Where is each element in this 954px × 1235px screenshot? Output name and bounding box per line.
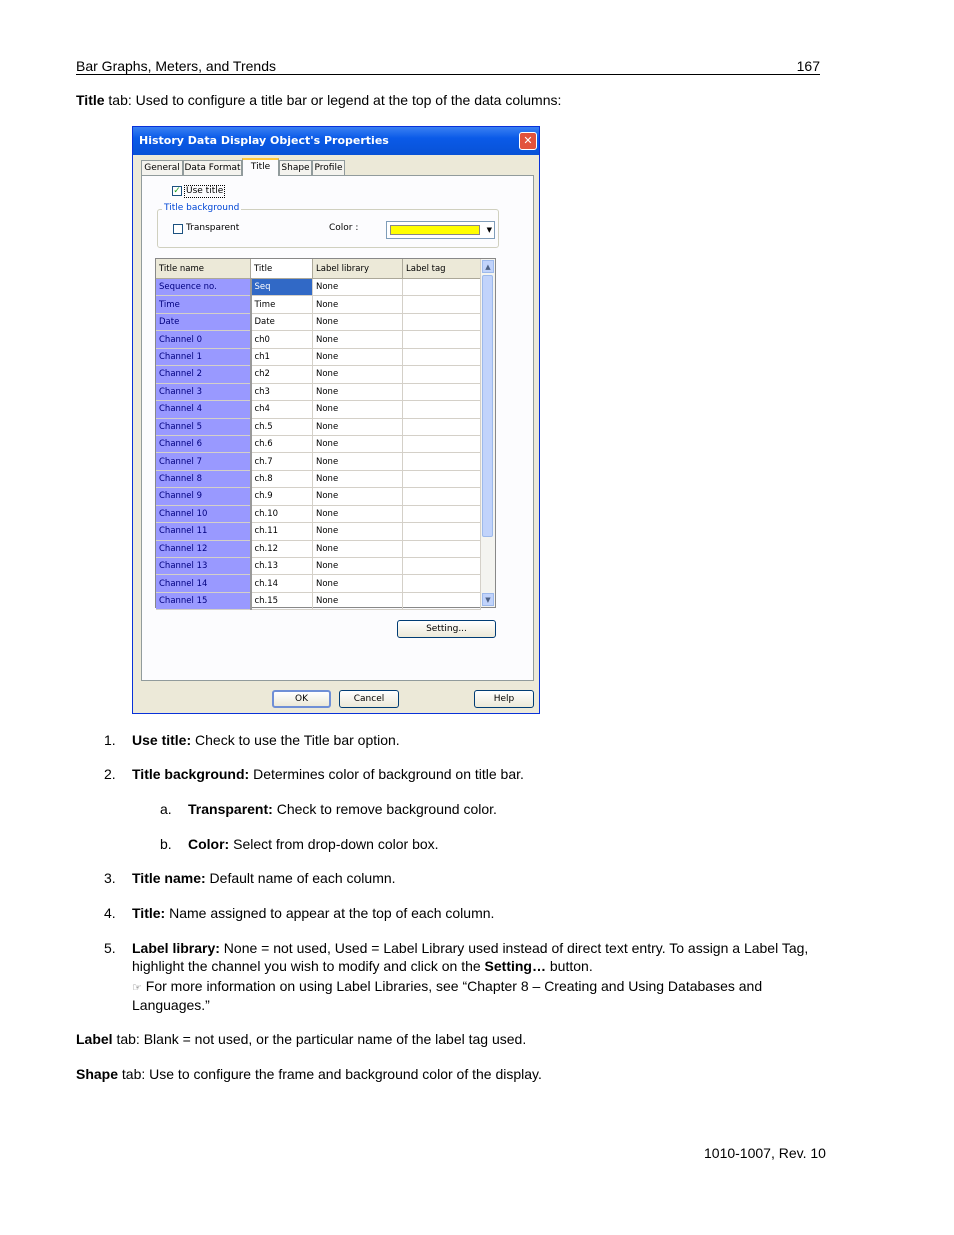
table-row[interactable]	[156, 366, 481, 383]
cell-title-name[interactable]: Channel 6	[156, 435, 251, 452]
scroll-down-icon[interactable]: ▼	[482, 593, 494, 606]
list-desc: Select from drop-down color box.	[229, 836, 439, 852]
cell-title-name[interactable]: Date	[156, 313, 251, 330]
title-table	[156, 259, 481, 610]
col-header-label-tag[interactable]: Label tag	[403, 259, 481, 279]
list-term: Label library:	[132, 940, 220, 956]
cell-title-name[interactable]: Channel 12	[156, 540, 251, 557]
list-desc-3: button.	[546, 958, 593, 974]
col-header-title-name[interactable]: Title name	[156, 259, 251, 279]
properties-dialog	[132, 126, 540, 714]
table-row[interactable]	[156, 401, 481, 418]
cell-label-tag[interactable]	[403, 592, 481, 609]
table-row[interactable]	[156, 470, 481, 487]
list-desc: Check to use the Title bar option.	[191, 732, 400, 748]
cell-label-tag[interactable]	[403, 401, 481, 418]
cell-label-tag[interactable]	[403, 279, 481, 296]
cancel-button[interactable]: Cancel	[339, 690, 399, 708]
tab-data-format[interactable]: Data Format	[183, 160, 242, 175]
cell-title[interactable]: ch.12	[251, 540, 313, 557]
cell-label-library[interactable]: None	[313, 558, 403, 575]
title-tab-panel	[141, 175, 534, 681]
shape-bold: Shape	[76, 1066, 119, 1082]
use-title-label: Use title	[186, 186, 224, 196]
use-title-checkbox[interactable]: ✓	[173, 186, 181, 196]
list-desc: Name assigned to appear at the top of each column.	[165, 905, 495, 921]
list-desc: Determines color of background on title bar.	[249, 766, 524, 782]
cell-label-tag[interactable]	[403, 383, 481, 400]
scroll-thumb[interactable]	[482, 275, 493, 537]
cell-label-library[interactable]: None	[313, 296, 403, 313]
cell-label-library[interactable]: None	[313, 383, 403, 400]
cell-label-tag[interactable]	[403, 505, 481, 522]
tab-profile[interactable]: Profile	[312, 160, 345, 175]
cell-title[interactable]: ch.11	[251, 523, 313, 540]
cell-title[interactable]: ch3	[251, 383, 313, 400]
tab-title[interactable]: Title	[242, 158, 279, 176]
cell-title[interactable]: ch4	[251, 401, 313, 418]
cell-label-tag[interactable]	[403, 366, 481, 383]
title-background-group	[157, 203, 499, 248]
cell-label-tag[interactable]	[403, 348, 481, 365]
col-header-label-library[interactable]: Label library	[313, 259, 403, 279]
footer-doc-number: 1010-1007, Rev. 10	[704, 1145, 826, 1161]
cell-label-library[interactable]: None	[313, 488, 403, 505]
table-row[interactable]	[156, 331, 481, 348]
cell-label-tag[interactable]	[403, 470, 481, 487]
shape-text: tab: Use to configure the frame and background color of the display.	[118, 1066, 542, 1082]
transparent-label: Transparent	[186, 223, 240, 233]
cell-title[interactable]: ch.14	[251, 575, 313, 592]
cell-title[interactable]: Time	[251, 296, 313, 313]
tab-shape[interactable]: Shape	[279, 160, 312, 175]
note-text: For more information on using Label Libraries, see “Chapter 8 – Creating and Using Databases and	[141, 978, 763, 994]
list-desc: Check to remove background color.	[272, 801, 497, 817]
transparent-checkbox[interactable]	[173, 224, 183, 234]
dialog-titlebar[interactable]	[133, 127, 539, 155]
cell-label-library[interactable]: None	[313, 331, 403, 348]
cell-title[interactable]: ch0	[251, 331, 313, 348]
cell-title[interactable]: Seq	[251, 279, 313, 296]
table-row[interactable]	[156, 523, 481, 540]
cell-title-name[interactable]: Channel 8	[156, 470, 251, 487]
intro-bold: Title	[76, 92, 105, 108]
table-row[interactable]	[156, 435, 481, 452]
ok-button[interactable]: OK	[272, 690, 331, 708]
color-label: Color :	[329, 223, 359, 233]
label-text: tab: Blank = not used, or the particular name of the label tag used.	[112, 1031, 527, 1047]
cell-title-name[interactable]: Channel 9	[156, 488, 251, 505]
cell-label-tag[interactable]	[403, 540, 481, 557]
table-row[interactable]	[156, 453, 481, 470]
cell-title-name[interactable]: Channel 7	[156, 453, 251, 470]
note-text-2: Languages.”	[132, 997, 210, 1013]
cell-title-name[interactable]: Channel 0	[156, 331, 251, 348]
list-desc: None = not used, Used = Label Library used instead of direct text entry. To assign a Label Tag,	[219, 940, 809, 956]
note-icon: ☞	[132, 982, 142, 994]
cell-label-tag[interactable]	[403, 418, 481, 435]
cell-label-tag[interactable]	[403, 523, 481, 540]
label-tab-paragraph	[76, 1030, 526, 1048]
cell-title-name[interactable]: Sequence no.	[156, 279, 251, 296]
cell-label-library[interactable]: None	[313, 453, 403, 470]
cell-title[interactable]: ch.15	[251, 592, 313, 609]
table-row[interactable]	[156, 296, 481, 313]
label-bold: Label	[76, 1031, 113, 1047]
cell-label-tag[interactable]	[403, 575, 481, 592]
table-row[interactable]	[156, 505, 481, 522]
table-row[interactable]	[156, 488, 481, 505]
close-icon[interactable]: ✕	[519, 132, 537, 150]
list-desc: Default name of each column.	[205, 870, 396, 886]
table-row[interactable]	[156, 575, 481, 592]
cell-label-library[interactable]: None	[313, 575, 403, 592]
cell-title-name[interactable]: Channel 4	[156, 401, 251, 418]
cell-label-library[interactable]: None	[313, 401, 403, 418]
table-row[interactable]	[156, 592, 481, 609]
cell-title-name[interactable]: Channel 14	[156, 575, 251, 592]
scroll-up-icon[interactable]: ▲	[482, 260, 494, 273]
cell-title-name[interactable]: Channel 3	[156, 383, 251, 400]
cell-label-library[interactable]: None	[313, 523, 403, 540]
table-row[interactable]	[156, 558, 481, 575]
table-row[interactable]	[156, 383, 481, 400]
cell-title[interactable]: ch.8	[251, 470, 313, 487]
cell-label-tag[interactable]	[403, 331, 481, 348]
page-header	[76, 58, 820, 75]
cell-label-library[interactable]: None	[313, 435, 403, 452]
cell-label-library[interactable]: None	[313, 540, 403, 557]
list-term: Use title:	[132, 732, 192, 748]
list-term: Title:	[132, 905, 166, 921]
list-term: Title name:	[132, 870, 206, 886]
tab-general[interactable]: General	[141, 160, 183, 175]
list-number: 1.	[104, 732, 116, 748]
cell-title[interactable]: ch.6	[251, 435, 313, 452]
cell-title[interactable]: ch.7	[251, 453, 313, 470]
cell-label-library[interactable]: None	[313, 418, 403, 435]
table-row[interactable]	[156, 418, 481, 435]
cell-label-tag[interactable]	[403, 435, 481, 452]
list-number: 4.	[104, 905, 116, 921]
intro-paragraph	[76, 91, 561, 109]
chevron-down-icon: ▼	[486, 226, 492, 234]
cell-title[interactable]: ch.13	[251, 558, 313, 575]
cell-title[interactable]: ch.9	[251, 488, 313, 505]
cell-label-library[interactable]: None	[313, 592, 403, 609]
list-term: Transparent:	[188, 801, 273, 817]
section-title: Bar Graphs, Meters, and Trends	[76, 58, 276, 74]
cell-title-name[interactable]: Channel 5	[156, 418, 251, 435]
cell-title[interactable]: ch.5	[251, 418, 313, 435]
cell-title[interactable]: ch2	[251, 366, 313, 383]
cell-label-tag[interactable]	[403, 453, 481, 470]
intro-text: tab: Used to configure a title bar or legend at the top of the data columns:	[104, 92, 562, 108]
cell-title[interactable]: ch.10	[251, 505, 313, 522]
cell-label-library[interactable]: None	[313, 366, 403, 383]
table-row[interactable]	[156, 540, 481, 557]
list-desc-2: highlight the channel you wish to modify and click on the	[132, 958, 485, 974]
cell-label-library[interactable]: None	[313, 348, 403, 365]
table-row[interactable]	[156, 279, 481, 296]
cell-label-tag[interactable]	[403, 296, 481, 313]
title-background-caption: Title background	[164, 203, 240, 213]
cell-title-name[interactable]: Channel 1	[156, 348, 251, 365]
cell-label-tag[interactable]	[403, 488, 481, 505]
dialog-title: History Data Display Object's Properties	[139, 134, 389, 147]
list-number: b.	[160, 836, 172, 852]
grid-scrollbar[interactable]	[480, 259, 495, 607]
list-number: 2.	[104, 766, 116, 782]
color-swatch	[390, 225, 480, 235]
cell-title-name[interactable]: Channel 13	[156, 558, 251, 575]
cell-label-library[interactable]: None	[313, 470, 403, 487]
cell-title-name[interactable]: Channel 2	[156, 366, 251, 383]
col-header-title[interactable]: Title	[251, 259, 313, 279]
help-button[interactable]: Help	[474, 690, 534, 708]
list-number: 3.	[104, 870, 116, 886]
cell-title-name[interactable]: Channel 10	[156, 505, 251, 522]
list-term: Color:	[188, 836, 230, 852]
cell-label-library[interactable]: None	[313, 505, 403, 522]
page-number: 167	[796, 58, 820, 74]
cell-label-library[interactable]: None	[313, 279, 403, 296]
shape-tab-paragraph	[76, 1065, 542, 1083]
color-dropdown[interactable]	[386, 221, 495, 239]
table-row[interactable]	[156, 313, 481, 330]
cell-label-library[interactable]: None	[313, 313, 403, 330]
setting-button[interactable]: Setting...	[397, 620, 496, 638]
cell-title-name[interactable]: Time	[156, 296, 251, 313]
list-term: Title background:	[132, 766, 250, 782]
title-grid	[155, 258, 496, 608]
list-number: 5.	[104, 940, 116, 956]
list-number: a.	[160, 801, 172, 817]
cell-title-name[interactable]: Channel 11	[156, 523, 251, 540]
setting-term: Setting…	[484, 958, 546, 974]
cell-label-tag[interactable]	[403, 313, 481, 330]
cell-label-tag[interactable]	[403, 558, 481, 575]
list-item	[104, 939, 834, 1019]
cell-title-name[interactable]: Channel 15	[156, 592, 251, 609]
cell-title[interactable]: Date	[251, 313, 313, 330]
table-row[interactable]	[156, 348, 481, 365]
cell-title[interactable]: ch1	[251, 348, 313, 365]
